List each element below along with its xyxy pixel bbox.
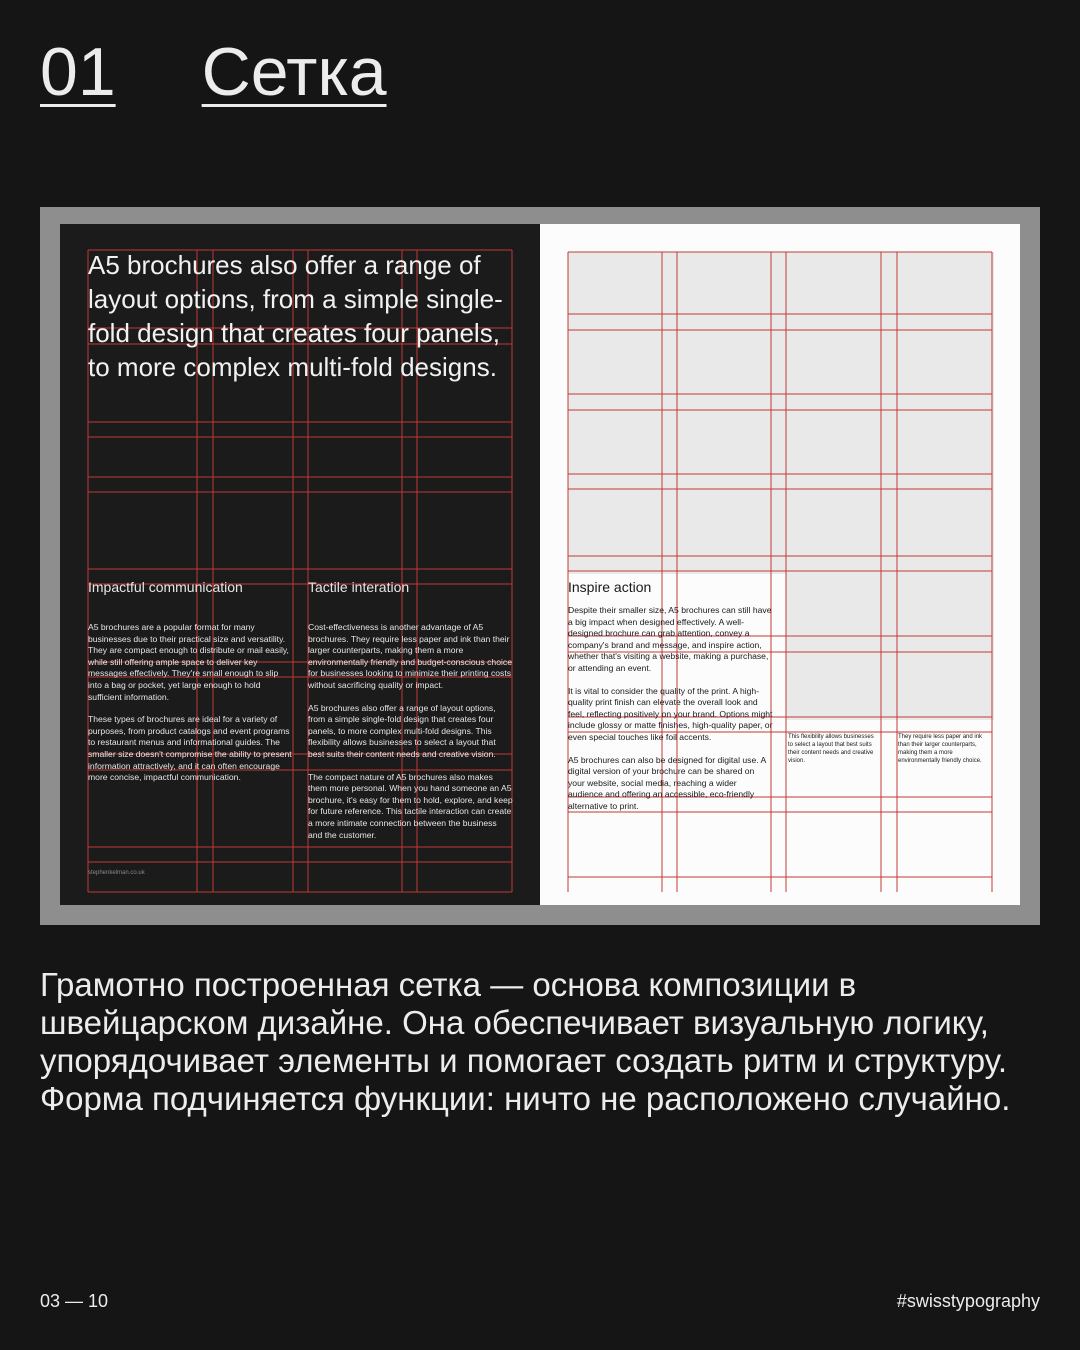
hashtag: #swisstypography (896, 1291, 1040, 1311)
paragraph: A5 brochures can also be designed for digital use. A digital version of your brochure can be shared on your website, social media, reaching a wider audience and offering an accessible, eco-friendly alternative to print. (568, 754, 766, 811)
column-body-inspire (568, 605, 773, 824)
slide-caption: Грамотно построенная сетка — основа композиции в швейцарском дизайне. Она обеспечивает визуальную логику, упорядочивает элементы и помогает создать ритм и структуру. Форма подчиняется функции: ничто не расположено случайно. (40, 966, 1011, 1117)
column-heading-impactful: Impactful communication (88, 579, 243, 595)
left-page (60, 224, 540, 905)
section-title: Сетка (201, 34, 387, 110)
column-body-tactile (308, 622, 513, 852)
column-heading-inspire: Inspire action (568, 579, 652, 595)
brochure-image-frame (40, 207, 1040, 925)
section-number: 01 (40, 34, 116, 110)
brochure-spread (60, 224, 1020, 905)
paragraph: Cost-effectiveness is another advantage of A5 brochures. They require less paper and ink than their larger counterparts, making them a more environmentally friendly and budget-conscious choice for businesses looking to minimize their printing costs without sacrificing quality or impact. (308, 622, 512, 690)
paragraph: These types of brochures are ideal for a variety of purposes, from product catalogs and event programs to restaurant menus and informational guides. The smaller size doesn't compromise the ability to present information attractively, and it can often encourage more concise, impactful communication. (88, 714, 292, 783)
side-note-flexibility: This flexibility allows businesses to select a layout that best suits their content needs and creative vision. (788, 734, 874, 764)
brochure-lead-text: A5 brochures also offer a range of layout options, from a simple single-fold design that creates four panels, to more complex multi-fold designs. (88, 250, 503, 382)
paragraph: Despite their smaller size, A5 brochures can still have a big impact when designed effectively. A well-designed brochure can grab attention, convey a company's brand and message, and inspire action, whether that's visiting a website, making a purchase, or attending an event. (568, 605, 772, 673)
column-heading-tactile: Tactile interation (308, 579, 410, 595)
slide-header (40, 34, 387, 110)
paragraph: A5 brochures also offer a range of layout options, from a simple single-fold design that creates four panels, to more complex multi-fold designs. This flexibility allows businesses to select a layout that best suits their content needs and creative vision. (308, 702, 496, 759)
paragraph: It is vital to consider the quality of the print. A high-quality print finish can elevate the overall look and feel, reflecting positively on your brand. Options might include glossy or matte finishes, high-quality paper, or even special touches like foil accents. (568, 685, 773, 742)
side-note-paper: They require less paper and ink than their larger counterparts, making them a more environmentally friendly choice. (898, 734, 983, 764)
paragraph: The compact nature of A5 brochures also makes them more personal. When you hand someone an A5 brochure, it's easy for them to hold, explore, and keep for future reference. This tactile interaction can create a more intimate connection between the business and the customer. (308, 771, 513, 840)
column-body-impactful (88, 622, 293, 795)
page-counter: 03 — 10 (40, 1291, 109, 1311)
right-page (540, 224, 1020, 905)
paragraph: A5 brochures are a popular format for many businesses due to their practical size and versatility. They are compact enough to distribute or mail easily, while still offering ample space to deliver key messages effectively. They're small enough to slip into a bag or pocket, yet large enough to hold sufficient information. (88, 622, 289, 702)
brochure-footer-url: stephenkelman.co.uk (88, 870, 145, 876)
